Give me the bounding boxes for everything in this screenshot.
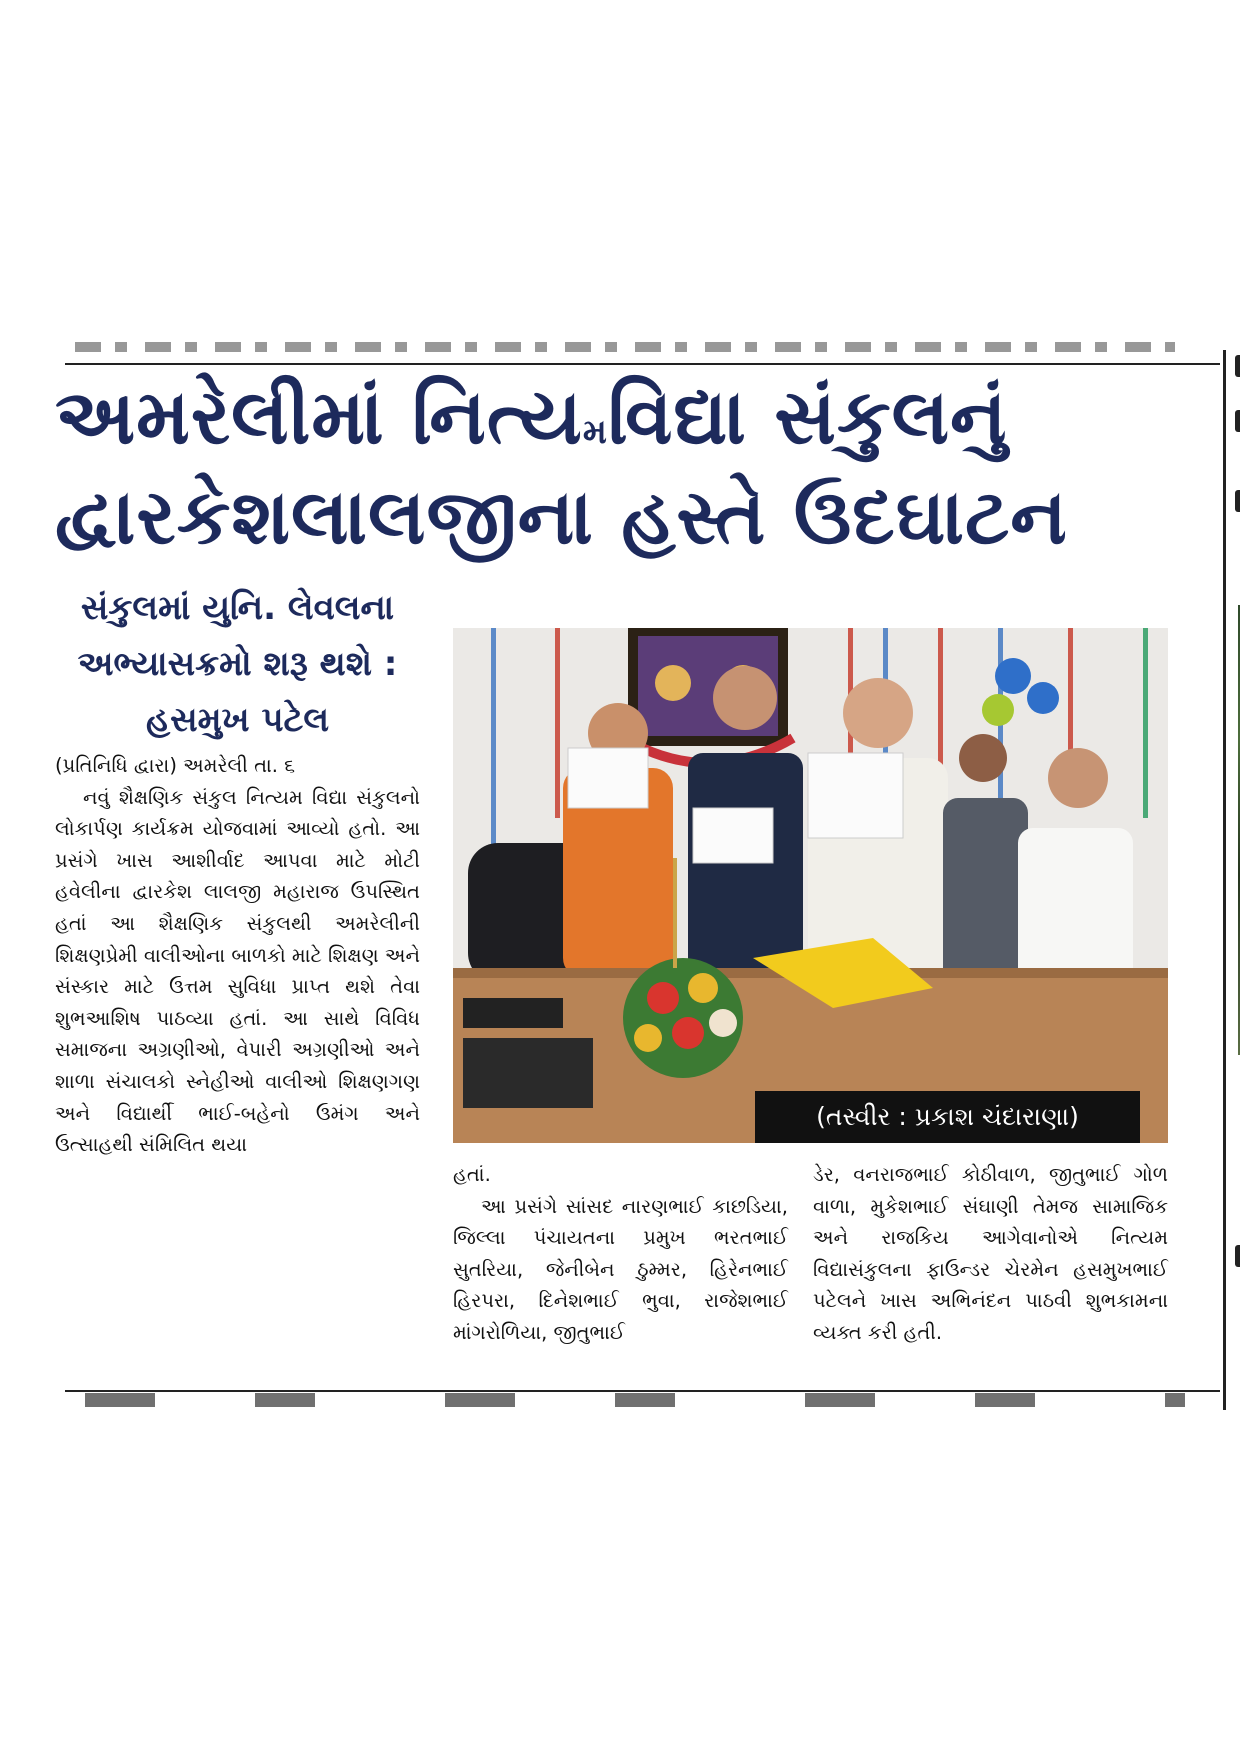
article-body-1: નવું શૈક્ષણિક સંકુલ નિત્યમ વિદ્યા સંકુલનો લોકાર્પણ કાર્યક્રમ યોજવામાં આવ્યો હતો. આ પ્રસંગે ખાસ આશીર્વાદ આપવા માટે મોટી હવેલીના દ્વારકેશ લાલજી મહારાજ ઉપસ્થિત હતાં આ શૈક્ષણિક સંકુલથી અમરેલીની શિક્ષણપ્રેમી વાલીઓના બાળકો માટે શિક્ષણ અને સંસ્કાર માટે ઉત્તમ સુવિધા પ્રાપ્ત થશે તેવા શુભઆશિષ પાઠવ્યા હતાં. આ સાથે વિવિધ સમાજના અગ્રણીઓ, વેપારી અગ્રણીઓ અને શાળા સંચાલકો સ્નેહીઓ વાલીઓ શિક્ષણગણ અને વિદ્યાર્થી ભાઈ-બહેનો ઉમંગ અને ઉત્સાહથી સંમિલિત થયા: [55, 785, 420, 1157]
adjacent-article-fragment: [1235, 355, 1240, 1405]
photo-illustration: [453, 628, 1168, 1143]
news-photo: [453, 628, 1168, 1143]
article-body-2: આ પ્રસંગે સાંસદ નારણભાઈ કાછડિયા, જિલ્લા પંચાયતના પ્રમુખ ભરતભાઈ સુતરિયા, જેનીબેન ઠુમ્મર, હિરેનભાઈ હિરપરા, દિનેશભાઈ ભુવા, રાજેશભાઈ માંગરોળિયા, જીતુભાઈ: [453, 1194, 788, 1344]
headline-small-m: મ: [582, 412, 608, 452]
article-column-2: [453, 1159, 788, 1349]
fragment-glyph: [1235, 1245, 1240, 1267]
cut-off-text-top: [75, 342, 1175, 352]
subheadline-line-1: સંકુલમાં યુનિ. લેવલના: [80, 588, 395, 628]
fragment-glyph: [1235, 490, 1240, 512]
article-body-2-first: હતાં.: [453, 1163, 491, 1186]
photo-caption: (તસ્વીર : પ્રકાશ ચંદારાણા): [755, 1091, 1140, 1143]
top-rule: [65, 363, 1220, 365]
fragment-glyph: [1235, 355, 1240, 377]
dateline: (પ્રતિનિધિ દ્વારા) અમરેલી તા. ૬: [55, 754, 296, 777]
column-rule: [1223, 350, 1226, 1410]
article-column-3: ડેર, વનરાજભાઈ કોઠીવાળ, જીતુભાઈ ગોળ વાળા, મુકેશભાઈ સંઘાણી તેમજ સામાજિક અને રાજકિય આગેવાનોએ નિત્યમ વિદ્યાસંકુલના ફાઉન્ડર ચેરમેન હસમુખભાઈ પટેલને ખાસ અભિનંદન પાઠવી શુભકામના વ્યક્ત કરી હતી.: [813, 1163, 1168, 1344]
subheadline: [55, 580, 420, 748]
headline-line-1: અમરેલીમાં નિત્યમવિદ્યા સંકુલનું: [55, 372, 1008, 461]
fragment-glyph: [1235, 410, 1240, 432]
subheadline-line-3: હસમુખ પટેલ: [145, 700, 330, 740]
bottom-rule: [65, 1390, 1220, 1392]
headline-line-2: દ્વારકેશલાલજીના હસ્તે ઉદઘાટન: [55, 472, 1068, 561]
cut-off-text-bottom: [85, 1393, 1185, 1407]
subheadline-line-2: અભ્યાસક્રમો શરૂ થશે :: [77, 644, 398, 684]
newspaper-clipping: [55, 330, 1205, 1410]
article-column-1: [55, 750, 420, 1161]
